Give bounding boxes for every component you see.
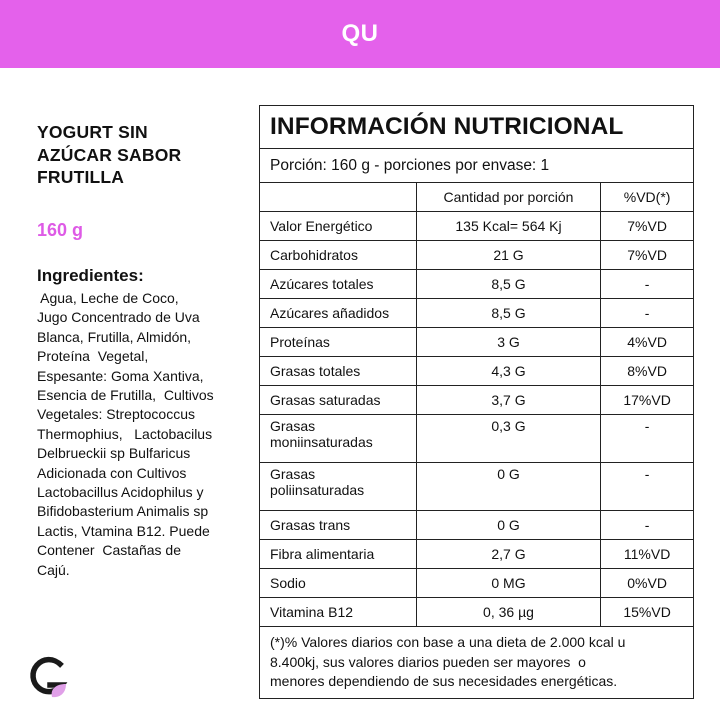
ingredients-line: Thermophius, Lactobacilus: [37, 425, 213, 442]
header-empty-cell: [260, 183, 417, 212]
nutrient-name-line: Grasas: [270, 466, 316, 482]
footnote-line: 8.400kj, sus valores diarios pueden ser mayores o: [270, 653, 586, 670]
brand-g-leaf-icon: [26, 655, 70, 699]
product-title-line: YOGURT SIN: [37, 122, 148, 142]
nutrient-vd: 15%VD: [601, 598, 694, 627]
nutrient-name-line: Grasas: [270, 418, 316, 434]
ingredients-line: Proteína Vegetal,: [37, 348, 149, 365]
ingredients-line: Contener Castañas de: [37, 542, 181, 559]
ingredients-line: Bifidobasterium Animalis sp: [37, 503, 209, 520]
nutrient-vd: 17%VD: [601, 386, 694, 415]
ingredients-line: Delbrueckii sp Bulfaricus: [37, 445, 191, 462]
portion-row: [260, 149, 694, 183]
nutrient-name: Grasas trans: [260, 511, 417, 540]
nutrient-vd: -: [601, 415, 694, 463]
nutrient-name: Fibra alimentaria: [260, 540, 417, 569]
product-title-line: FRUTILLA: [37, 167, 125, 187]
nutrient-name: Azúcares añadidos: [260, 299, 417, 328]
footnote: [260, 627, 694, 699]
nutrient-qty: 2,7 G: [416, 540, 600, 569]
table-row: [260, 463, 694, 511]
nutrient-vd: -: [601, 270, 694, 299]
table-row: [260, 270, 694, 299]
nutrient-qty: 0 MG: [416, 569, 600, 598]
nutrient-name: Grasas saturadas: [260, 386, 417, 415]
ingredients-line: Lactobacillus Acidophilus y: [37, 484, 204, 501]
footnote-line: (*)% Valores diarios con base a una dieta de 2.000 kcal u: [270, 634, 626, 650]
nutrient-vd: 8%VD: [601, 357, 694, 386]
header-vd: %VD(*): [601, 183, 694, 212]
nutrient-qty: 3,7 G: [416, 386, 600, 415]
nutrient-vd: -: [601, 463, 694, 511]
table-row: [260, 569, 694, 598]
nutrient-qty: 0 G: [416, 463, 600, 511]
header-qty: Cantidad por porción: [416, 183, 600, 212]
ingredients-line: Blanca, Frutilla, Almidón,: [37, 328, 192, 345]
nutrient-qty: 4,3 G: [416, 357, 600, 386]
ingredients-line: Agua, Leche de Coco,: [37, 290, 179, 306]
footnote-row: [260, 627, 694, 699]
nutrient-vd: 7%VD: [601, 241, 694, 270]
ingredients-line: Vegetales: Streptococcus: [37, 406, 195, 423]
nutrition-title-row: [260, 106, 694, 149]
product-title: [37, 121, 237, 189]
table-row: [260, 598, 694, 627]
nutrient-name: [260, 415, 417, 463]
nutrient-rows: [260, 212, 694, 627]
product-title-line: AZÚCAR SABOR: [37, 144, 182, 165]
table-row: [260, 357, 694, 386]
ingredients-line: Lactis, Vtamina B12. Puede: [37, 522, 210, 539]
nutrient-vd: 7%VD: [601, 212, 694, 241]
nutrient-qty: 0 G: [416, 511, 600, 540]
nutrient-name: [260, 463, 417, 511]
nutrient-name: Sodio: [260, 569, 417, 598]
brand-header: [0, 0, 720, 68]
table-row: [260, 386, 694, 415]
table-row: [260, 212, 694, 241]
nutrient-qty: 0, 36 µg: [416, 598, 600, 627]
table-row: [260, 328, 694, 357]
nutrient-qty: 0,3 G: [416, 415, 600, 463]
nutrient-vd: 11%VD: [601, 540, 694, 569]
ingredients-line: Cajú.: [37, 561, 70, 578]
nutrient-name: Valor Energético: [260, 212, 417, 241]
table-row: [260, 511, 694, 540]
nutrient-name: Azúcares totales: [260, 270, 417, 299]
brand-name: QU: [341, 20, 379, 47]
nutrition-table: [259, 105, 694, 699]
ingredients-line: Adicionada con Cultivos: [37, 464, 187, 481]
nutrient-vd: 0%VD: [601, 569, 694, 598]
nutrient-name: Vitamina B12: [260, 598, 417, 627]
nutrient-qty: 3 G: [416, 328, 600, 357]
nutrient-name-line: moniinsaturadas: [270, 434, 373, 450]
ingredients-heading: Ingredientes:: [37, 266, 144, 285]
product-weight: 160 g: [37, 220, 84, 240]
portion-info: Porción: 160 g - porciones por envase: 1: [260, 149, 694, 183]
nutrient-vd: -: [601, 299, 694, 328]
ingredients-list: [37, 289, 237, 580]
table-header-row: [260, 183, 694, 212]
ingredients-line: Jugo Concentrado de Uva: [37, 309, 200, 326]
nutrition-title: INFORMACIÓN NUTRICIONAL: [260, 106, 694, 149]
table-row: [260, 415, 694, 463]
nutrient-qty: 8,5 G: [416, 299, 600, 328]
nutrient-name-line: poliinsaturadas: [270, 482, 365, 498]
nutrient-vd: 4%VD: [601, 328, 694, 357]
footnote-line: menores dependiendo de sus necesidades energéticas.: [270, 673, 618, 689]
ingredients-line: Espesante: Goma Xantiva,: [37, 367, 204, 384]
table-row: [260, 299, 694, 328]
nutrient-name: Carbohidratos: [260, 241, 417, 270]
nutrient-qty: 21 G: [416, 241, 600, 270]
table-row: [260, 540, 694, 569]
nutrient-name: Proteínas: [260, 328, 417, 357]
nutrient-vd: -: [601, 511, 694, 540]
nutrient-name: Grasas totales: [260, 357, 417, 386]
table-row: [260, 241, 694, 270]
ingredients-line: Esencia de Frutilla, Cultivos: [37, 387, 214, 404]
nutrient-qty: 8,5 G: [416, 270, 600, 299]
nutrient-qty: 135 Kcal= 564 Kj: [416, 212, 600, 241]
